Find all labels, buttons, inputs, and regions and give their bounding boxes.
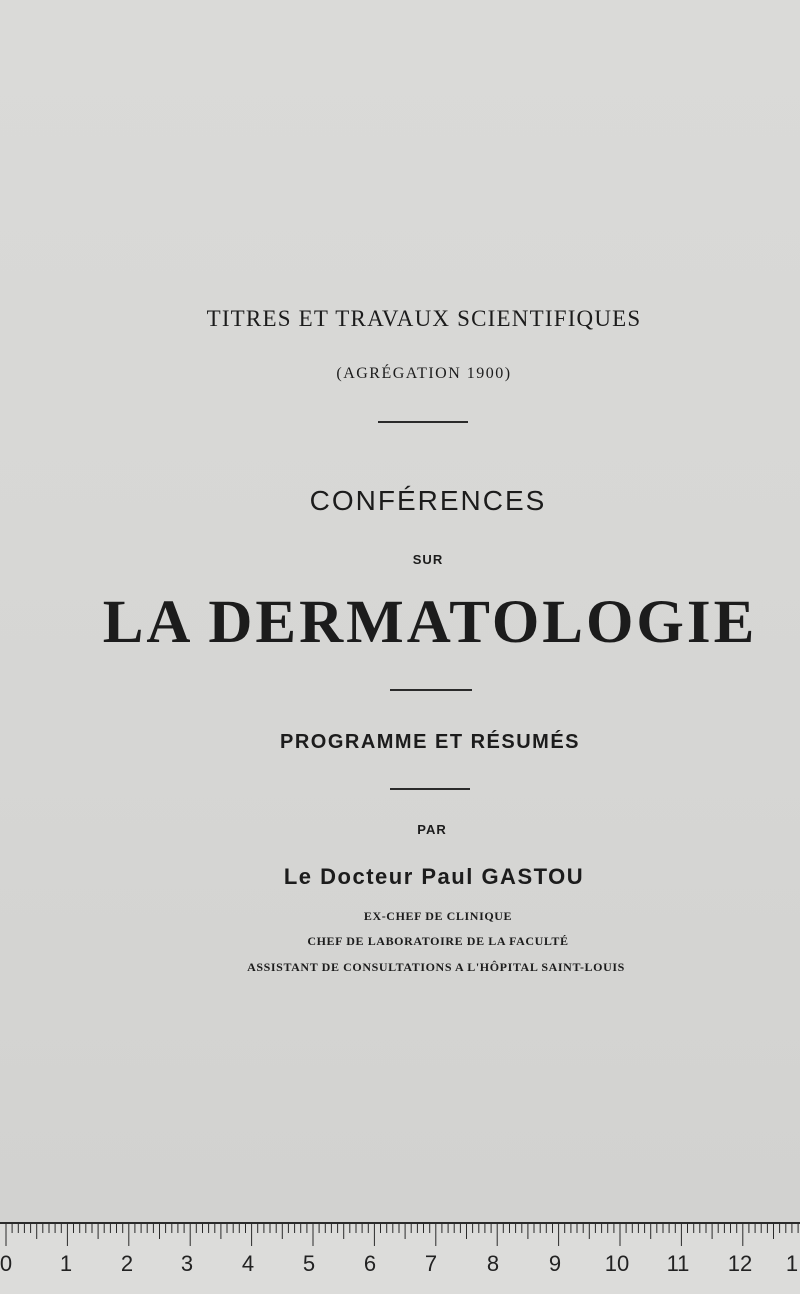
ruler-number: 4 — [241, 1251, 255, 1276]
ruler-number: 12 — [727, 1251, 753, 1276]
title-conferences: CONFÉRENCES — [309, 485, 547, 516]
author-par: PAR — [417, 822, 447, 837]
ruler-number: 3 — [180, 1251, 194, 1276]
ruler-number: 2 — [120, 1251, 134, 1276]
author-title-2: CHEF DE LABORATOIRE DE LA FACULTÉ — [307, 934, 569, 948]
divider-rule — [390, 689, 472, 691]
ruler-number: 9 — [548, 1251, 562, 1276]
divider-rule — [378, 421, 468, 423]
author-title-1: EX-CHEF DE CLINIQUE — [363, 909, 513, 923]
ruler-number: 1 — [59, 1251, 73, 1276]
subtitle: PROGRAMME ET RÉSUMÉS — [279, 731, 581, 753]
measuring-ruler — [0, 1222, 800, 1294]
header-agregation: (AGRÉGATION 1900) — [336, 365, 512, 382]
ruler-ticks — [0, 1224, 800, 1254]
ruler-number: 1 — [785, 1251, 799, 1276]
title-sur: SUR — [412, 552, 444, 567]
ruler-number: 7 — [424, 1251, 438, 1276]
header-titres: TITRES ET TRAVAUX SCIENTIFIQUES — [206, 306, 642, 331]
ruler-number: 8 — [486, 1251, 500, 1276]
ruler-number: 10 — [604, 1251, 630, 1276]
title-dermatologie: LA DERMATOLOGIE — [102, 589, 758, 656]
divider-rule — [390, 788, 470, 790]
ruler-number: 0 — [0, 1251, 13, 1276]
ruler-number: 11 — [666, 1251, 690, 1276]
ruler-number: 5 — [302, 1251, 316, 1276]
author-title-3: ASSISTANT DE CONSULTATIONS A L'HÔPITAL SAINT-LOUIS — [247, 960, 625, 974]
author-name: Le Docteur Paul GASTOU — [283, 864, 585, 889]
ruler-number: 6 — [363, 1251, 377, 1276]
